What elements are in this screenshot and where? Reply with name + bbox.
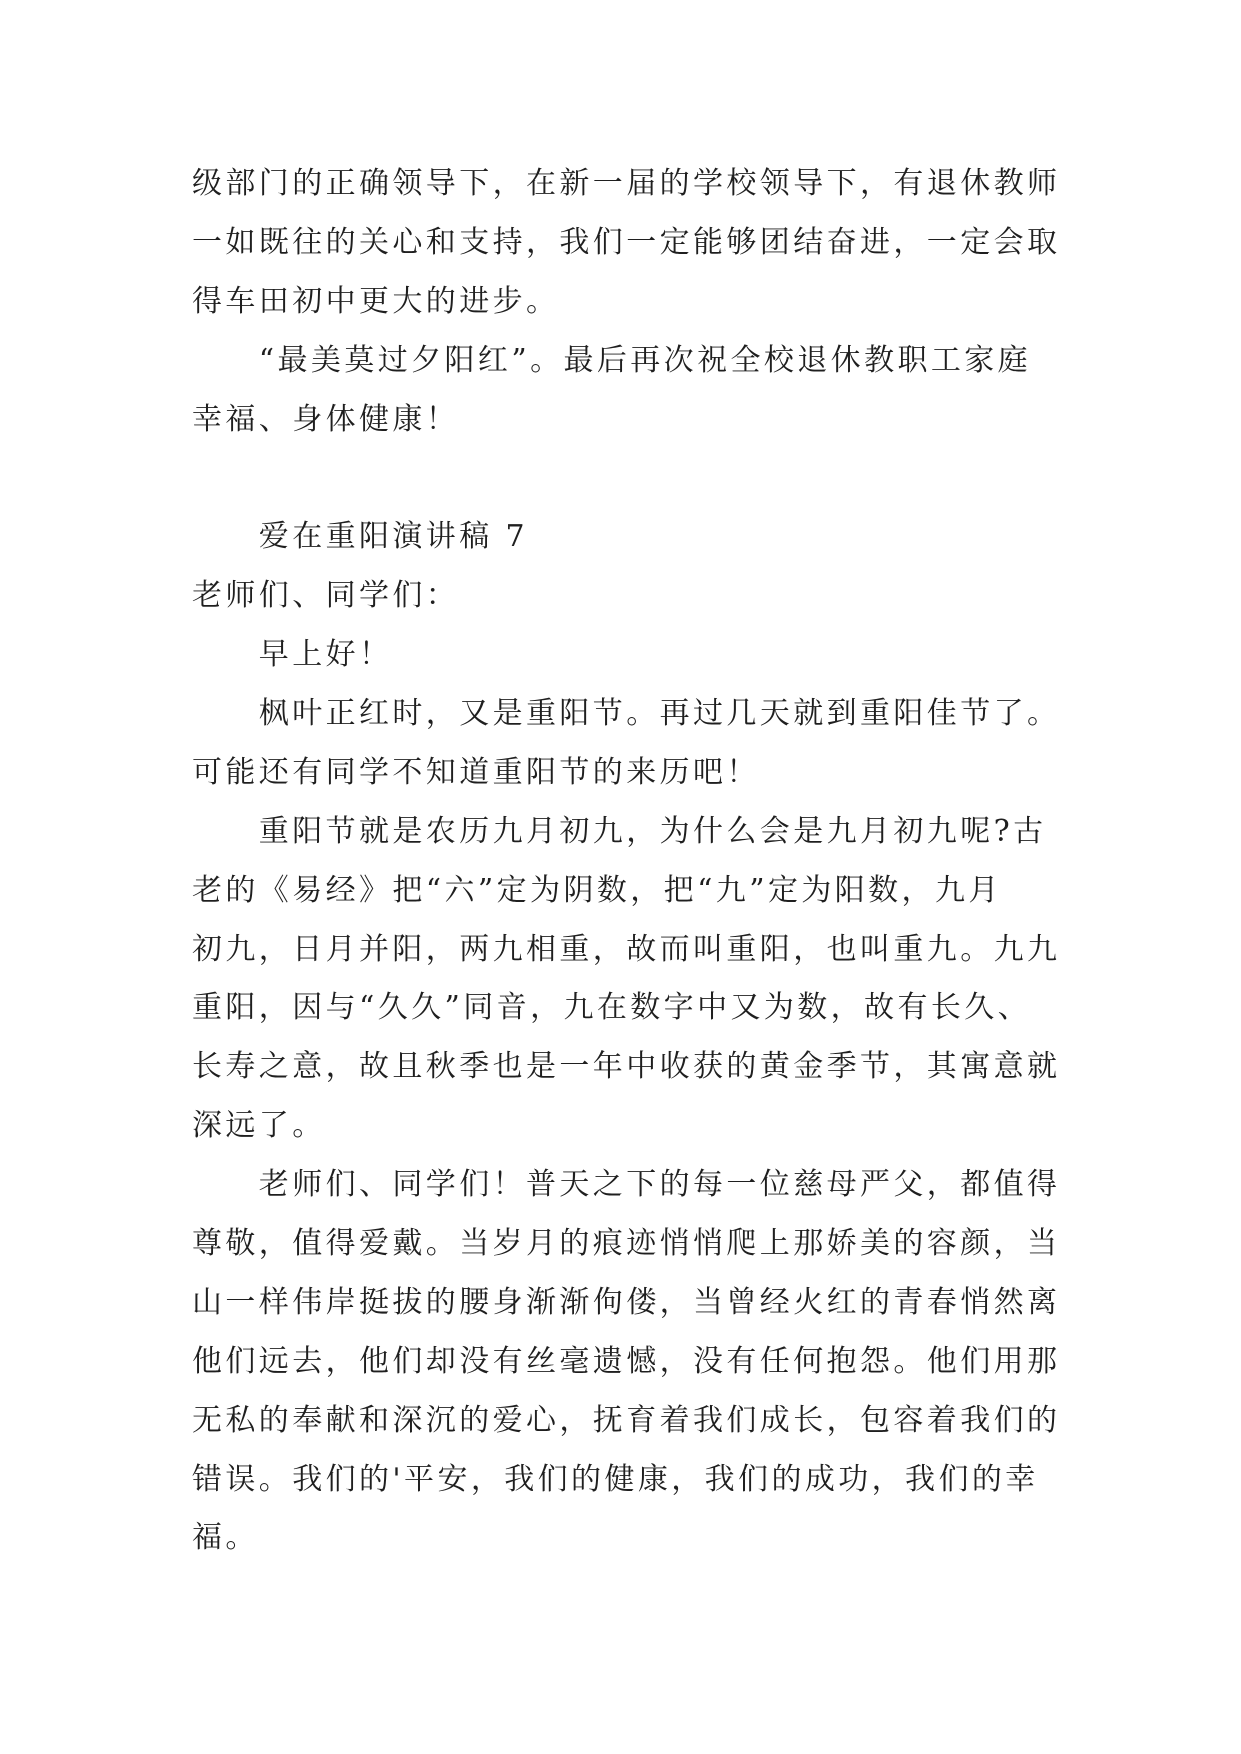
text-line: 重阳，因与“久久”同音，九在数字中又为数，故有长久、	[192, 990, 1032, 1026]
text-line: 级部门的正确领导下，在新一届的学校领导下，有退休教师	[192, 166, 1061, 201]
speech-title: 爱在重阳演讲稿 7	[258, 519, 529, 555]
text-line: 他们远去，他们却没有丝毫遗憾，没有任何抱怨。他们用那	[192, 1343, 1061, 1379]
text-line: 老师们、同学们！普天之下的每一位慈母严父，都值得	[258, 1167, 1061, 1203]
text-line: 初九，日月并阳，两九相重，故而叫重阳，也叫重九。九九	[192, 931, 1061, 967]
text-line: “最美莫过夕阳红”。最后再次祝全校退休教职工家庭	[258, 342, 1032, 378]
text-line: 尊敬，值得爱戴。当岁月的痕迹悄悄爬上那娇美的容颜，当	[192, 1226, 1061, 1262]
text-line: 枫叶正红时，又是重阳节。再过几天就到重阳佳节了。	[258, 696, 1061, 732]
text-line: 山一样伟岸挺拔的腰身渐渐佝偻，当曾经火红的青春悄然离	[192, 1284, 1061, 1320]
text-line: 深远了。	[192, 1108, 326, 1144]
text-line: 得车田初中更大的进步。	[192, 283, 560, 319]
text-line: 一如既往的关心和支持，我们一定能够团结奋进，一定会取	[192, 224, 1061, 260]
section-spacer	[192, 449, 1092, 508]
closing-paragraph	[192, 332, 1092, 450]
text-line: 错误。我们的'平安，我们的健康，我们的成功，我们的幸	[192, 1461, 1039, 1497]
text-line: 重阳节就是农历九月初九，为什么会是九月初九呢?古	[258, 813, 1047, 849]
text-line: 幸福、身体健康！	[192, 401, 460, 437]
speech-title-block	[192, 508, 1092, 567]
continued-paragraph	[192, 155, 1092, 332]
greeting-block	[192, 626, 1092, 685]
text-line: 福。	[192, 1520, 259, 1556]
greeting: 早上好！	[258, 637, 393, 673]
text-line: 老的《易经》把“六”定为阴数，把“九”定为阳数，九月	[192, 872, 1002, 908]
text-line: 长寿之意，故且秋季也是一年中收获的黄金季节，其寓意就	[192, 1049, 1061, 1085]
text-line: 可能还有同学不知道重阳节的来历吧！	[192, 754, 760, 790]
speech-paragraph	[192, 685, 1092, 803]
document-body	[192, 155, 1092, 1568]
text-line: 无私的奉献和深沉的爱心，抚育着我们成长，包容着我们的	[192, 1402, 1061, 1438]
speech-paragraph	[192, 803, 1092, 1156]
speech-paragraph	[192, 1156, 1092, 1568]
salutation-block	[192, 567, 1092, 626]
salutation: 老师们、同学们：	[192, 578, 460, 614]
